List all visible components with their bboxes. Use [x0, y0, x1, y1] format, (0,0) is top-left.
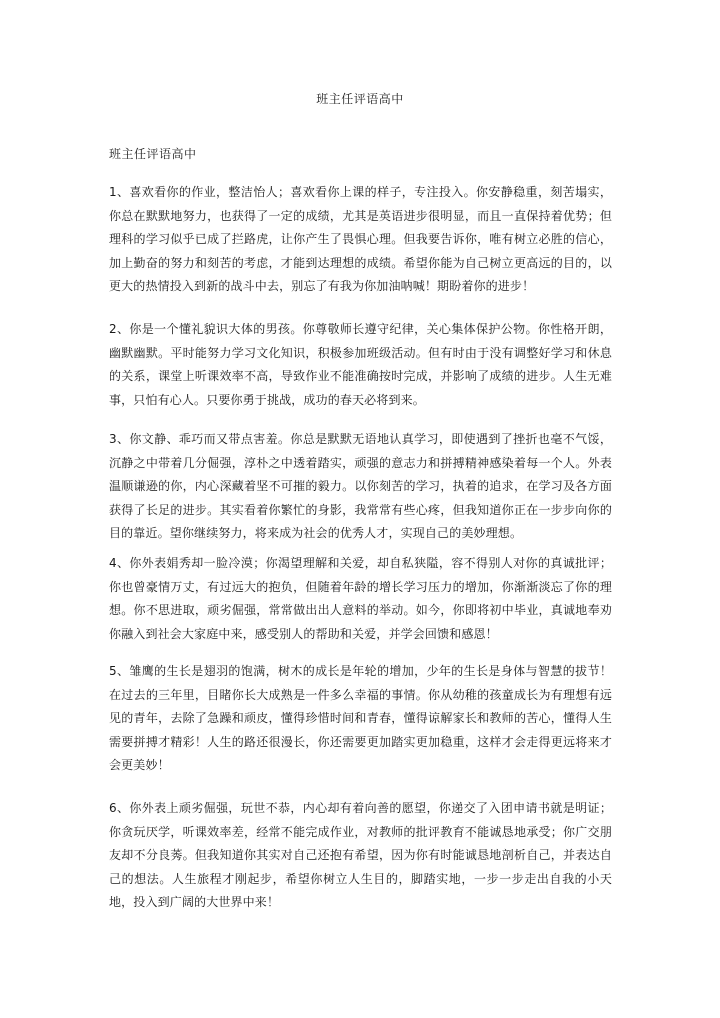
comment-paragraph-6: 6、你外表上顽劣倔强，玩世不恭，内心却有着向善的愿望，你递交了入团申请书就是明证；你贪玩厌学，听课效率差，经常不能完成作业，对教师的批评教育不能诚恳地承受；你广交朋友却不分良莠。但我知道你其实对自己还抱有希望，因为你有时能诚恳地剖析自己，并表达自己的想法。人生旅程才刚起步，希望你树立人生目的，脚踏实地，一步一步走出自我的小天地，投入到广阔的大世界中来！: [109, 801, 612, 910]
comment-paragraph-3: 3、你文静、乖巧而又带点害羞。你总是默默无语地认真学习，即使遇到了挫折也毫不气馁，沉静之中带着几分倔强，淳朴之中透着踏实，顽强的意志力和拼搏精神感染着每一个人。外表温顺谦逊的你，内心深藏着坚不可摧的毅力。以你刻苦的学习，执着的追求，在学习及各方面获得了长足的进步。其实看着你繁忙的身影，我常常有些心疼，但我知道你正在一步步向你的目的靠近。望你继续努力，将来成为社会的优秀人才，实现自己的美妙理想。: [109, 432, 612, 541]
document-title: 班主任评语高中: [316, 92, 404, 106]
comment-paragraph-4: 4、你外表娟秀却一脸冷漠；你渴望理解和关爱，却自私狭隘，容不得别人对你的真诚批评；你也曾豪情万丈，有过远大的抱负，但随着年龄的增长学习压力的增加，你渐渐淡忘了你的理想。你不思进取，顽劣倔强，常常做出出人意料的举动。如今，你即将初中毕业，真诚地奉劝你融入到社会大家庭中来，感受别人的帮助和关爱，并学会回馈和感恩！: [109, 556, 612, 641]
comment-paragraph-2: 2、你是一个懂礼貌识大体的男孩。你尊敬师长遵守纪律，关心集体保护公物。你性格开朗，幽默幽默。平时能努力学习文化知识，积极参加班级活动。但有时由于没有调整好学习和休息的关系，课堂上听课效率不高，导致作业不能准确按时完成，并影响了成绩的进步。人生无难事，只怕有心人。只要你勇于挑战，成功的春天必将到来。: [109, 322, 612, 407]
document-subtitle: 班主任评语高中: [109, 147, 197, 161]
comment-paragraph-1: 1、喜欢看你的作业，整洁怡人；喜欢看你上课的样子，专注投入。你安静稳重，刻苦塌实，你总在默默地努力，也获得了一定的成绩，尤其是英语进步很明显，而且一直保持着优势；但理科的学习似乎已成了拦路虎，让你产生了畏惧心理。但我要告诉你，唯有树立必胜的信心，加上勤奋的努力和刻苦的考虑，才能到达理想的成绩。希望你能为自己树立更高远的目的，以更大的热情投入到新的战斗中去，别忘了有我为你加油呐喊！期盼着你的进步！: [109, 185, 612, 294]
comment-paragraph-5: 5、雏鹰的生长是翅羽的饱满，树木的成长是年轮的增加，少年的生长是身体与智慧的拔节！在过去的三年里，目睹你长大成熟是一件多么幸福的事情。你从幼稚的孩童成长为有理想有远见的青年，去除了急躁和顽皮，懂得珍惜时间和青春，懂得谅解家长和教师的苦心，懂得人生需要拼搏才精彩！人生的路还很漫长，你还需要更加踏实更加稳重，这样才会走得更远将来才会更美妙！: [109, 664, 612, 773]
